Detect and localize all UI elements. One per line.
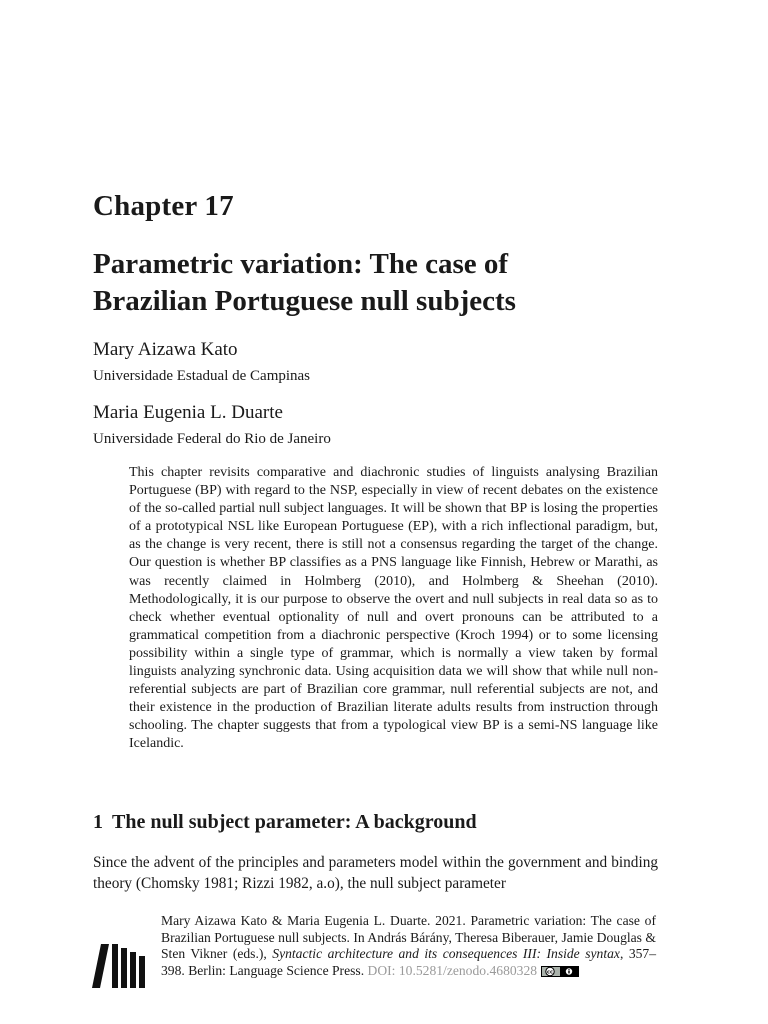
citation-text: Mary Aizawa Kato & Maria Eugenia L. Duarte. 2021. Parametric variation: The case of Brazilian Portuguese null subjects. In András Bárány, Theresa Biberauer, Jamie Douglas & Sten Vikner (eds.),	[161, 913, 656, 961]
svg-text:cc: cc	[547, 969, 554, 976]
doi-label[interactable]: DOI:	[367, 962, 396, 978]
author-name-1: Mary Aizawa Kato	[93, 339, 238, 360]
abstract: This chapter revisits comparative and diachronic studies of linguists analysing Brazilian Portuguese (BP) with regard to the NSP, especially in view of recent debates on the existence of the so-called partial null subject languages. It will be shown that BP is losing the properties of a prototypical NSL like European Portuguese (EP), with a rich inflectional paradigm, but, as the change is very recent, there is still not a consensus regarding the target of the change. Our question is whether BP classifies as a PNS language like Finnish, Hebrew or Marathi, as was recently claimed in Holmberg (2010), and Holmberg & Sheehan (2010). Methodologically, it is our purpose to observe the overt and null subjects in real data so as to check whether eventual optionality of null and overt pronouns can be attributed to a grammatical competition from a diachronic perspective (Kroch 1994) or to some licensing possibility within a single type of grammar, which is normally a view taken by formal linguists analyzing synchronic data. Using acquisition data we will show that while null non-referential subjects are part of Brazilian core grammar, null referential subjects are not, and their existence in the production of Brazilian literate adults results from instruction through schooling. The chapter suggests that from a typological view BP is a semi-NS language like Icelandic.	[129, 465, 658, 752]
section-number: 1	[93, 811, 103, 833]
chapter-title-line2: Brazilian Portuguese null subjects	[93, 285, 516, 317]
citation-book-title: Syntactic architecture and its consequences III: Inside syntax	[272, 946, 620, 961]
doi-link[interactable]: 10.5281/zenodo.4680328	[398, 962, 538, 978]
cc-by-license-icon[interactable]	[541, 966, 579, 977]
section-title: The null subject parameter: A background	[112, 811, 477, 833]
author-affiliation-2: Universidade Federal do Rio de Janeiro	[93, 431, 331, 447]
author-name-2: Maria Eugenia L. Duarte	[93, 402, 283, 423]
author-affiliation-1: Universidade Estadual de Campinas	[93, 368, 311, 384]
citation	[161, 913, 656, 979]
language-science-press-logo	[92, 940, 148, 988]
chapter-label: Chapter 17	[93, 190, 234, 222]
chapter-title-line1: Parametric variation: The case of	[93, 248, 509, 280]
section-heading	[93, 811, 477, 834]
chapter-title	[93, 246, 693, 320]
citation-text-after: , 357–398. Berlin: Language Science Press.	[161, 946, 657, 978]
body-paragraph: Since the advent of the principles and parameters model within the government and binding theory (Chomsky 1981; Rizzi 1982, a.o), the null subject parameter	[93, 854, 658, 892]
